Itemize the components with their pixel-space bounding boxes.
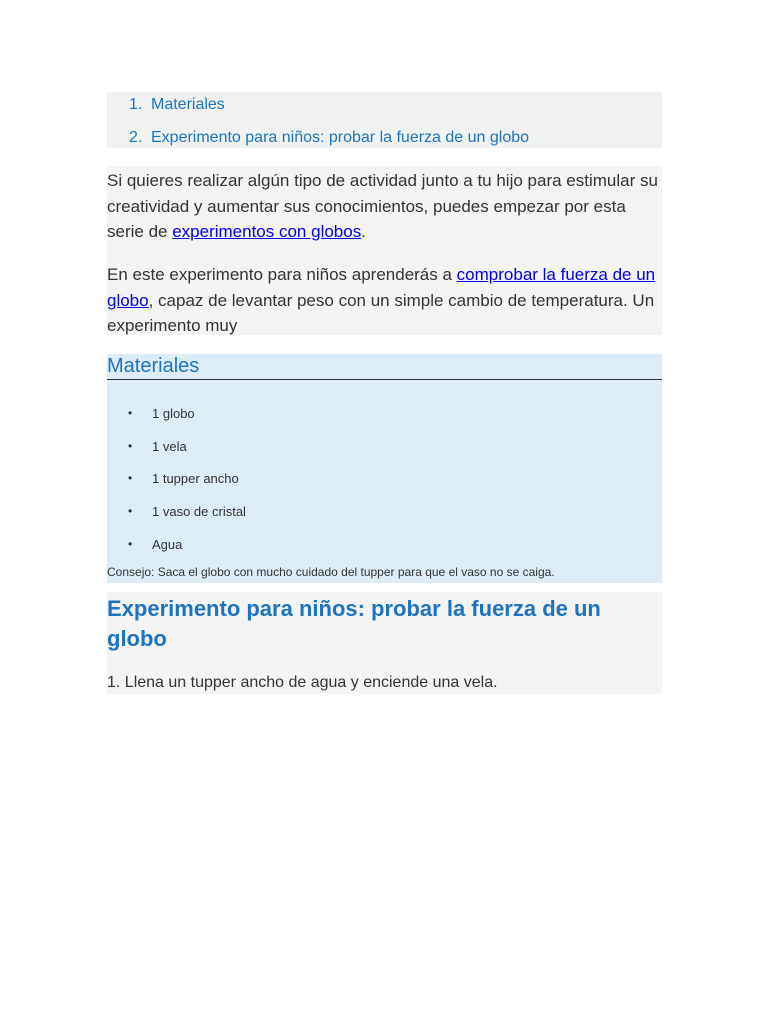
bullet-icon: • (128, 537, 133, 551)
intro-text: Si quieres realizar algún tipo de actividad junto a tu hijo para estimular su creatividad y aumentar sus conocimientos, puedes empezar por esta serie de (107, 171, 658, 241)
intro-text: En este experimento para niños aprenderás a (107, 265, 457, 284)
intro-paragraph-1 (107, 168, 662, 245)
bullet-icon: • (128, 504, 133, 518)
toc-item-label: Materiales (151, 96, 225, 113)
list-item-label: Agua (152, 537, 183, 552)
intro-text: . (361, 222, 366, 241)
table-of-contents (107, 92, 662, 148)
link-comprobar-fuerza-globo[interactable]: comprobar la fuerza de un globo (107, 265, 656, 310)
experiment-step-1: 1. Llena un tupper ancho de agua y enciende una vela. (107, 674, 498, 691)
list-item (128, 471, 239, 486)
materials-section (107, 354, 662, 583)
list-item (128, 406, 195, 421)
bullet-icon: • (128, 439, 133, 453)
intro-paragraph-2 (107, 262, 662, 339)
experiment-heading: Experimento para niños: probar la fuerza de un globo (107, 596, 601, 651)
materials-heading: Materiales (107, 354, 662, 380)
list-item-label: 1 vaso de cristal (152, 504, 246, 519)
bullet-icon: • (128, 406, 133, 420)
list-item (128, 537, 183, 552)
toc-item-number: 1. (129, 96, 143, 113)
list-item-label: 1 globo (152, 406, 195, 421)
toc-item-experimento[interactable] (129, 129, 529, 147)
experiment-section (107, 592, 662, 694)
toc-item-number: 2. (129, 129, 143, 146)
list-item-label: 1 tupper ancho (152, 471, 239, 486)
list-item (128, 439, 187, 454)
list-item-label: 1 vela (152, 439, 187, 454)
list-item (128, 504, 246, 519)
materials-tip: Consejo: Saca el globo con mucho cuidado del tupper para que el vaso no se caiga. (107, 565, 555, 579)
toc-item-materiales[interactable] (129, 96, 225, 114)
intro-section (107, 166, 662, 335)
intro-text: , capaz de levantar peso con un simple cambio de temperatura. Un experimento muy (107, 290, 655, 335)
toc-item-label: Experimento para niños: probar la fuerza de un globo (151, 129, 530, 146)
bullet-icon: • (128, 471, 133, 485)
link-experimentos-con-globos[interactable]: experimentos con globos (172, 222, 362, 241)
